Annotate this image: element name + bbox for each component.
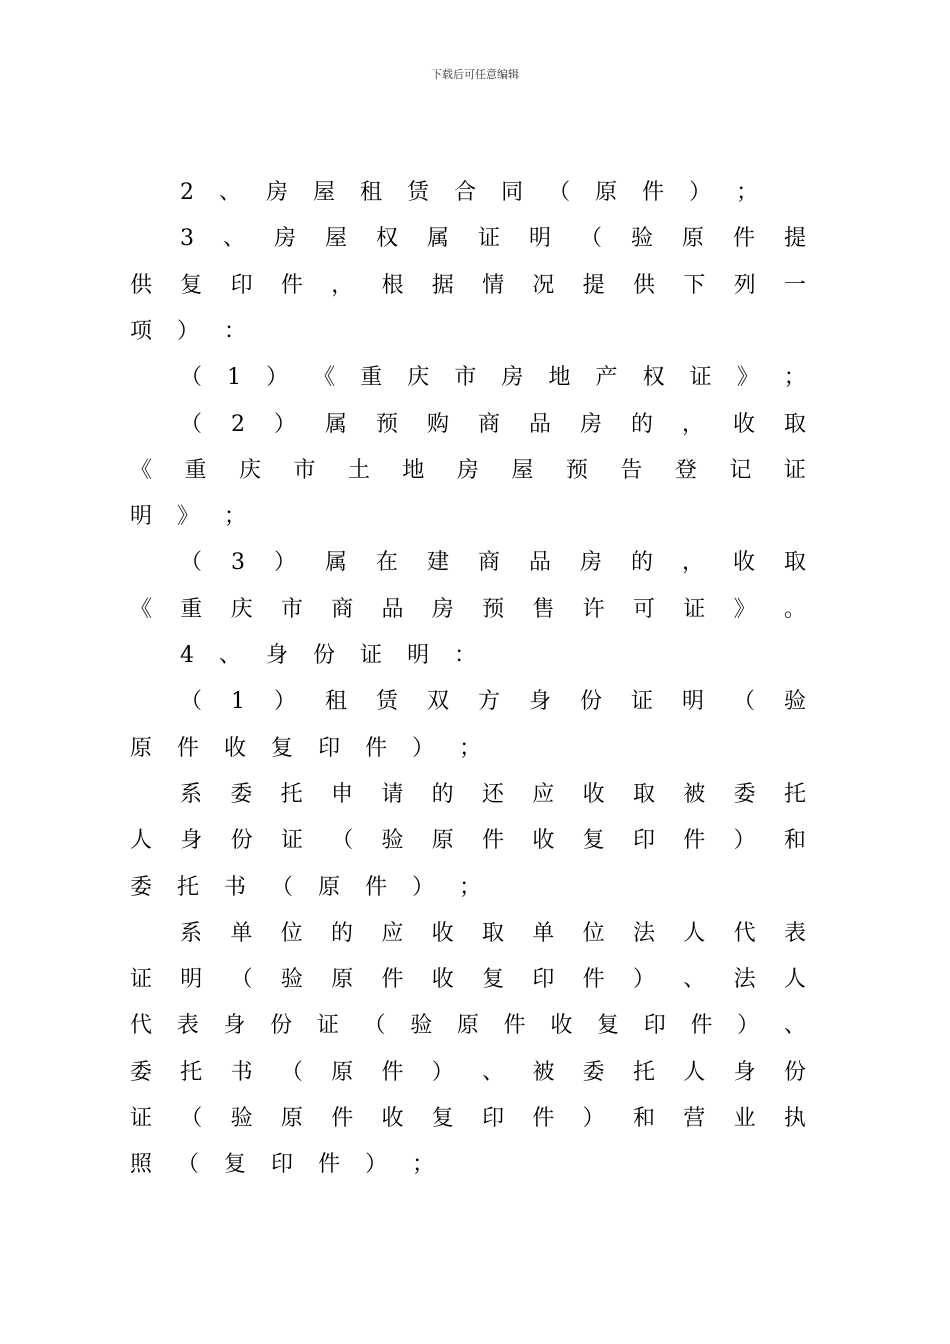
glyph: 、 [219,643,242,668]
glyph: （ [271,874,294,900]
glyph: 委 [733,781,756,807]
glyph: （ [363,1013,386,1039]
glyph: 房 [273,226,296,252]
glyph: 件 [365,874,388,900]
glyph: 、 [783,1013,806,1039]
glyph: 人 [683,1059,706,1085]
glyph: 购 [426,411,449,437]
glyph: 书 [230,1059,253,1085]
text-line [130,1104,806,1134]
glyph: 件 [642,180,665,205]
glyph: ； [736,180,759,205]
glyph: 委 [130,874,153,900]
glyph: 人 [130,828,153,854]
glyph: 证 [316,1013,339,1039]
glyph: 印 [532,967,555,993]
glyph: （ [177,1152,200,1178]
glyph: 表 [783,920,806,946]
glyph: （ [230,967,253,993]
glyph: 件 [582,967,605,993]
glyph: 照 [130,1152,153,1178]
glyph: 身 [733,1059,756,1085]
glyph: 品 [528,550,551,576]
glyph: 》 [733,596,756,622]
glyph: 人 [783,967,806,993]
glyph: ） [733,828,756,854]
glyph: （ [180,365,203,391]
glyph: 托 [632,1059,655,1085]
glyph: 书 [224,874,247,900]
glyph: 验 [230,1106,253,1131]
glyph: ， [681,550,704,576]
glyph: ） [266,365,289,391]
text-line [180,687,806,717]
glyph: 4 [180,643,194,668]
glyph: 地 [548,365,571,391]
glyph: 取 [783,411,806,437]
glyph: 明 [407,643,430,668]
glyph: 印 [230,272,253,298]
glyph: 庆 [238,457,261,483]
glyph: 原 [280,1106,303,1131]
glyph: 、 [219,180,242,205]
glyph: 的 [630,550,653,576]
glyph: 《 [313,365,336,391]
glyph: ， [681,411,704,437]
glyph: 证 [130,1106,153,1131]
text-line [130,1011,806,1041]
glyph: 原 [331,1059,354,1085]
glyph: 明 [528,226,551,252]
glyph: 在 [375,550,398,576]
glyph: 记 [729,457,752,483]
glyph: 提 [582,272,605,298]
glyph: 份 [270,1013,293,1039]
glyph: （ [331,828,354,854]
glyph: 身 [180,828,203,854]
glyph: 件 [365,735,388,761]
glyph: 被 [532,1059,555,1085]
glyph: 代 [733,920,756,946]
glyph: 委 [130,1059,153,1085]
glyph: 3 [231,550,245,576]
glyph: ； [224,504,247,530]
glyph: ： [454,643,477,668]
glyph: 收 [224,735,247,761]
glyph: 原 [318,874,341,900]
glyph: 验 [630,226,653,252]
glyph: 件 [683,828,706,854]
glyph: 委 [230,781,253,807]
glyph: 法 [733,967,756,993]
glyph: 复 [224,1152,247,1178]
glyph: 属 [324,550,347,576]
glyph: ， [331,272,354,298]
glyph: 明 [130,504,153,530]
glyph: 收 [431,967,454,993]
glyph: 系 [180,781,203,807]
glyph: 件 [732,226,755,252]
glyph: 件 [318,1152,341,1178]
glyph: ： [224,318,247,344]
glyph: （ [180,689,203,715]
glyph: 、 [482,1059,505,1085]
glyph: 复 [582,828,605,854]
glyph: 复 [431,1106,454,1131]
text-line [130,456,806,486]
glyph: 供 [632,272,655,298]
glyph: 证 [630,689,653,715]
glyph: 印 [643,1013,666,1039]
glyph: 庆 [230,596,253,622]
glyph: 售 [532,596,555,622]
text-line [130,271,806,301]
glyph: 系 [180,920,203,946]
glyph: 的 [431,781,454,807]
glyph: 屋 [313,180,336,205]
glyph: 收 [732,550,755,576]
glyph: 印 [318,735,341,761]
glyph: 登 [674,457,697,483]
glyph: （ [180,1106,203,1131]
glyph: 印 [632,828,655,854]
glyph: 份 [579,689,602,715]
text-line [130,1058,806,1088]
glyph: 根 [381,272,404,298]
glyph: 屋 [511,457,534,483]
text-line [130,595,806,625]
glyph: 重 [180,596,203,622]
glyph: 商 [331,596,354,622]
glyph: ） [273,411,296,437]
glyph: 商 [477,550,500,576]
glyph: 证 [130,967,153,993]
text-line [180,548,806,578]
glyph: 》 [736,365,759,391]
glyph: 份 [783,1059,806,1085]
glyph: ） [582,1106,605,1131]
glyph: ） [737,1013,760,1039]
text-line [130,826,806,856]
glyph: （ [280,1059,303,1085]
glyph: 委 [582,1059,605,1085]
glyph: 建 [426,550,449,576]
glyph: 租 [360,180,383,205]
glyph: 原 [456,1013,479,1039]
text-line [180,178,806,208]
glyph: 收 [431,920,454,946]
glyph: ） [632,967,655,993]
glyph: 件 [381,1059,404,1085]
glyph: 租 [324,689,347,715]
glyph: 件 [690,1013,713,1039]
glyph: 《 [130,457,153,483]
glyph: （ [180,411,203,437]
glyph: （ [732,689,755,715]
glyph: 证 [360,643,383,668]
glyph: 同 [501,180,524,205]
glyph: 、 [222,226,245,252]
glyph: 验 [783,689,806,715]
glyph: 营 [683,1106,706,1131]
glyph: 位 [582,920,605,946]
glyph: 收 [550,1013,573,1039]
glyph: 业 [733,1106,756,1131]
glyph: 告 [620,457,643,483]
text-line [180,780,806,810]
glyph: 2 [231,411,245,437]
glyph: 请 [381,781,404,807]
glyph: 取 [481,920,504,946]
glyph: 屋 [324,226,347,252]
glyph: 验 [280,967,303,993]
glyph: 件 [280,272,303,298]
glyph: 地 [402,457,425,483]
glyph: 可 [632,596,655,622]
glyph: 房 [501,365,524,391]
glyph: ； [459,735,482,761]
glyph: 权 [375,226,398,252]
glyph: 预 [482,596,505,622]
glyph: 况 [532,272,555,298]
glyph: 应 [381,920,404,946]
glyph: ； [459,874,482,900]
glyph: ） [412,874,435,900]
glyph: ） [177,318,200,344]
glyph: 合 [454,180,477,205]
glyph: ） [273,689,296,715]
glyph: 件 [503,1013,526,1039]
glyph: 房 [266,180,289,205]
glyph: 房 [579,411,602,437]
glyph: 复 [180,272,203,298]
glyph: 人 [683,920,706,946]
glyph: 》 [177,504,200,530]
glyph: 和 [632,1106,655,1131]
glyph: 情 [482,272,505,298]
glyph: 产 [595,365,618,391]
glyph: 据 [431,272,454,298]
glyph: 下 [683,272,706,298]
glyph: 1 [227,365,242,391]
glyph: 品 [381,596,404,622]
glyph: 原 [130,735,153,761]
text-line [180,641,806,671]
glyph: 取 [632,781,655,807]
glyph: 权 [642,365,665,391]
glyph: 和 [783,828,806,854]
text-line [180,363,806,393]
glyph: 3 [180,226,194,252]
glyph: 件 [177,735,200,761]
glyph: 单 [230,920,253,946]
glyph: 证 [783,457,806,483]
glyph: 应 [532,781,555,807]
glyph: 原 [331,967,354,993]
glyph: 托 [177,874,200,900]
text-line [130,734,806,764]
glyph: 验 [381,828,404,854]
glyph: 申 [330,781,353,807]
glyph: 土 [347,457,370,483]
glyph: ） [365,1152,388,1178]
glyph: 被 [683,781,706,807]
glyph: 房 [456,457,479,483]
glyph: 项 [130,318,153,344]
glyph: 件 [381,967,404,993]
glyph: 身 [528,689,551,715]
text-line [130,873,806,903]
glyph: 房 [431,596,454,622]
glyph: ； [412,1152,435,1178]
glyph: 一 [783,272,806,298]
glyph: ） [689,180,712,205]
text-line [130,317,806,347]
glyph: 托 [180,1059,203,1085]
glyph: 赁 [375,689,398,715]
glyph: 庆 [407,365,430,391]
glyph: 代 [130,1013,153,1039]
glyph: 明 [681,689,704,715]
glyph: 复 [597,1013,620,1039]
glyph: 预 [565,457,588,483]
glyph: 还 [481,781,504,807]
glyph: ） [273,550,296,576]
glyph: 法 [632,920,655,946]
glyph: 收 [732,411,755,437]
glyph: 品 [528,411,551,437]
page-header: 下载后可任意编辑 [431,68,519,81]
glyph: ； [783,365,806,391]
glyph: 双 [426,689,449,715]
glyph: ） [431,1059,454,1085]
glyph: 份 [230,828,253,854]
glyph: 身 [266,643,289,668]
glyph: 供 [130,272,153,298]
glyph: 《 [130,596,153,622]
glyph: 的 [630,411,653,437]
glyph: 位 [280,920,303,946]
glyph: 市 [293,457,316,483]
glyph: 表 [176,1013,199,1039]
glyph: （ [579,226,602,252]
glyph: 取 [783,550,806,576]
glyph: 件 [482,828,505,854]
glyph: 列 [733,272,756,298]
glyph: 。 [783,596,806,622]
text-line [180,224,806,254]
glyph: 证 [477,226,500,252]
glyph: 验 [410,1013,433,1039]
glyph: 许 [582,596,605,622]
glyph: 件 [532,1106,555,1131]
glyph: 收 [532,828,555,854]
glyph: 单 [532,920,555,946]
text-line [180,919,806,949]
glyph: 重 [184,457,207,483]
glyph: （ [548,180,571,205]
glyph: 重 [360,365,383,391]
glyph: 2 [180,180,194,205]
glyph: 市 [280,596,303,622]
glyph: 托 [280,781,303,807]
text-line [130,965,806,995]
glyph: 提 [783,226,806,252]
glyph: 方 [477,689,500,715]
text-line [180,410,806,440]
glyph: 属 [426,226,449,252]
glyph: 份 [313,643,336,668]
glyph: 房 [579,550,602,576]
text-line [130,502,806,532]
glyph: 证 [280,828,303,854]
glyph: 原 [681,226,704,252]
glyph: 收 [582,781,605,807]
glyph: 印 [271,1152,294,1178]
glyph: 原 [595,180,618,205]
glyph: 商 [477,411,500,437]
glyph: 证 [683,596,706,622]
glyph: 赁 [407,180,430,205]
glyph: 执 [783,1106,806,1131]
glyph: 托 [783,781,806,807]
glyph: 复 [482,967,505,993]
glyph: 属 [324,411,347,437]
glyph: （ [180,550,203,576]
glyph: 印 [482,1106,505,1131]
glyph: 预 [375,411,398,437]
glyph: 原 [431,828,454,854]
glyph: 的 [330,920,353,946]
glyph: 1 [231,689,245,715]
glyph: ） [412,735,435,761]
glyph: 市 [454,365,477,391]
glyph: 件 [331,1106,354,1131]
glyph: 收 [381,1106,404,1131]
glyph: 、 [683,967,706,993]
glyph: 身 [223,1013,246,1039]
glyph: 证 [689,365,712,391]
glyph: 明 [180,967,203,993]
text-line [130,1150,806,1180]
glyph: 复 [271,735,294,761]
